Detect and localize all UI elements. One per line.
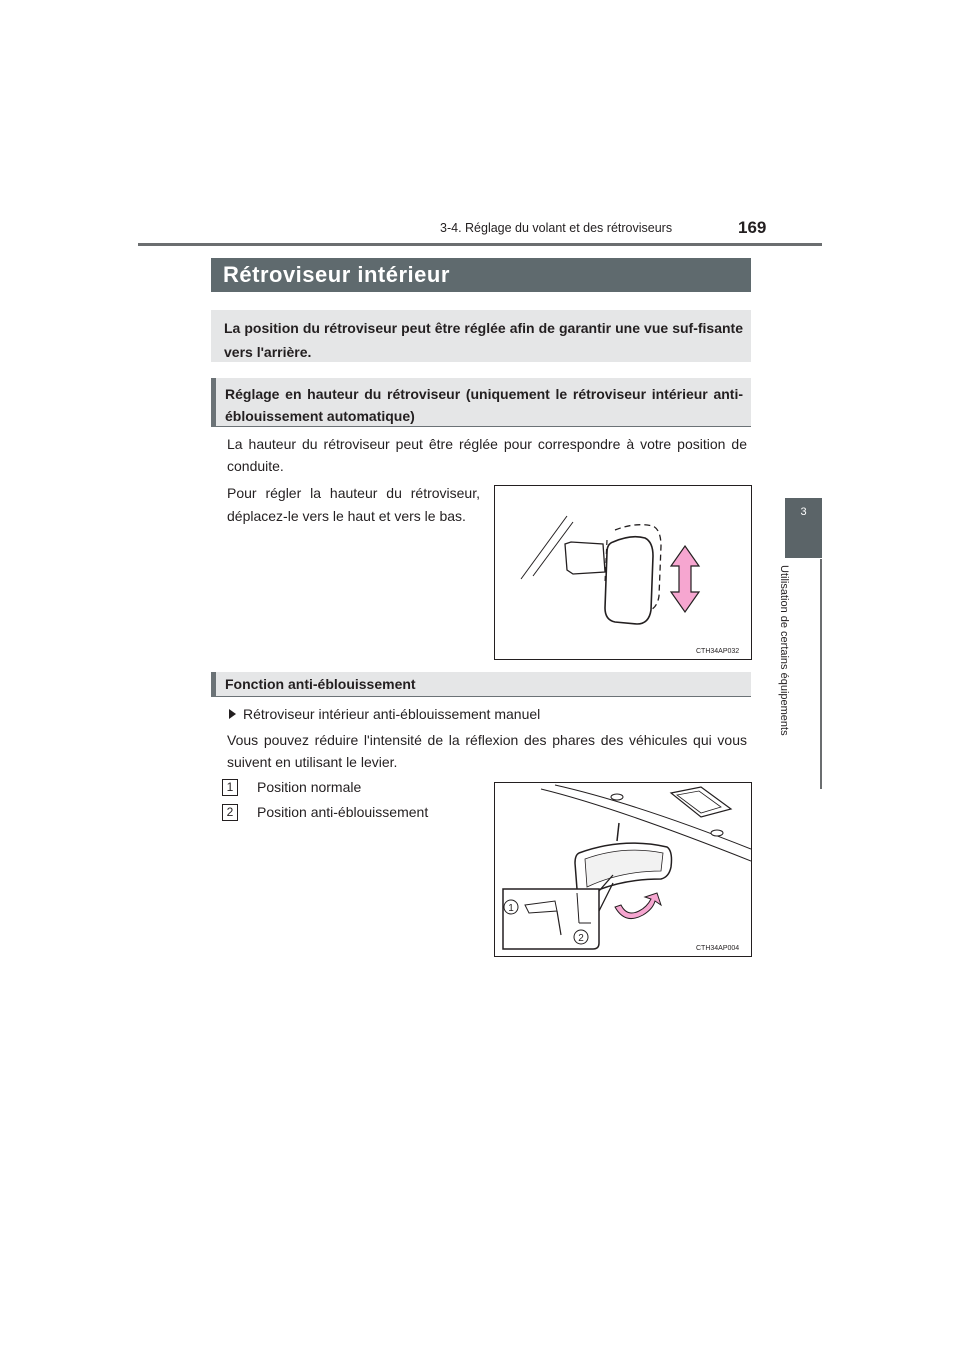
callout-1: 1 bbox=[508, 903, 514, 914]
antiglare-bullet: Rétroviseur intérieur anti-éblouissement manuel bbox=[243, 706, 541, 722]
item-number-2: 2 bbox=[222, 804, 238, 821]
height-paragraph-1: La hauteur du rétroviseur peut être réglée pour correspondre à votre position de conduite. bbox=[227, 436, 747, 474]
page-number: 169 bbox=[738, 218, 767, 237]
subsection-height-header bbox=[211, 378, 751, 427]
bullet-arrow-icon bbox=[229, 709, 236, 719]
header-rule bbox=[138, 243, 822, 246]
up-down-arrow-icon bbox=[671, 546, 699, 612]
chapter-tab bbox=[785, 498, 822, 558]
figure-mirror-height bbox=[494, 485, 752, 660]
intro-text: La position du rétroviseur peut être réglée afin de garantir une vue suf-fisante vers l'arrière. bbox=[224, 320, 743, 360]
chapter-title: Utilisation de certains équipements bbox=[778, 565, 790, 736]
height-paragraph-2: Pour régler la hauteur du rétroviseur, déplacez-le vers le haut et vers le bas. bbox=[227, 485, 480, 524]
lever-arrow-icon bbox=[615, 893, 661, 919]
figure-antiglare-lever bbox=[494, 782, 752, 957]
subsection-antiglare-header bbox=[211, 672, 751, 697]
subsection-height-title: Réglage en hauteur du rétroviseur (uniquement le rétroviseur intérieur anti-éblouissement automatique) bbox=[225, 386, 743, 424]
item-label-2: Position anti-éblouissement bbox=[257, 804, 429, 820]
chapter-number: 3 bbox=[800, 506, 807, 518]
callout-2: 2 bbox=[578, 933, 584, 944]
subsection-antiglare-title: Fonction anti-éblouissement bbox=[225, 676, 416, 692]
antiglare-illustration bbox=[495, 783, 751, 956]
item-label-1: Position normale bbox=[257, 779, 362, 795]
intro-box bbox=[211, 310, 751, 362]
chapter-tab-rule bbox=[820, 559, 822, 789]
figure-code-2: CTH34AP004 bbox=[696, 945, 740, 952]
running-header: 3-4. Réglage du volant et des rétroviseurs bbox=[440, 221, 673, 235]
chapter-title-vertical bbox=[778, 565, 811, 765]
mirror-height-illustration bbox=[495, 486, 751, 659]
antiglare-paragraph: Vous pouvez réduire l'intensité de la réflexion des phares des véhicules qui vous suivent en utilisant le levier. bbox=[227, 732, 747, 770]
main-title: Rétroviseur intérieur bbox=[223, 262, 450, 287]
main-title-bar bbox=[211, 258, 751, 292]
figure-code-1: CTH34AP032 bbox=[696, 648, 740, 655]
item-number-1: 1 bbox=[222, 779, 238, 796]
